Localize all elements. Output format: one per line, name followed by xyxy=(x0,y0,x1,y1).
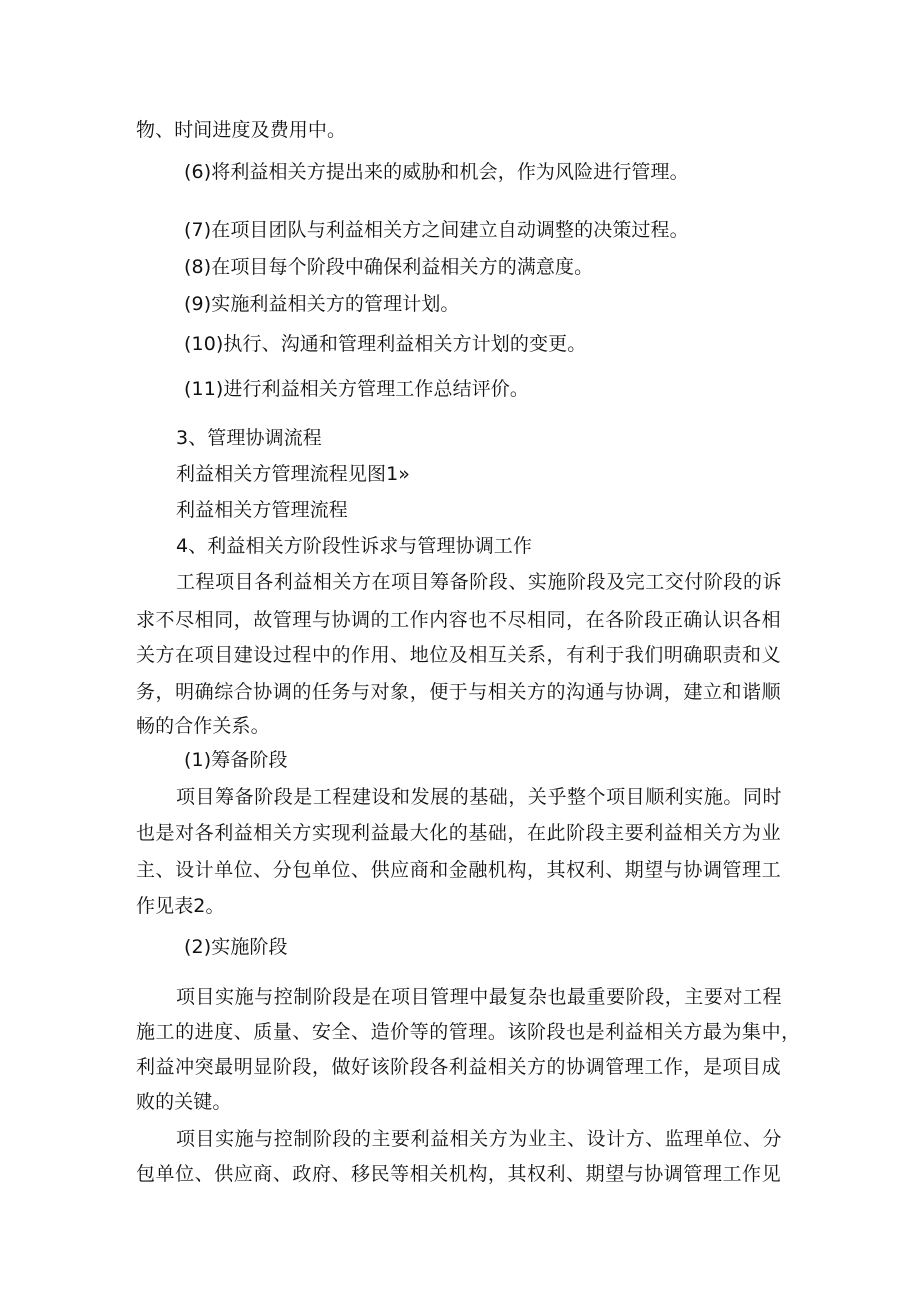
list-item: (9)实施利益相关方的管理计划。 xyxy=(184,293,460,315)
paragraph-line: 求不尽相同，故管理与协调的工作内容也不尽相同，在各阶段正确认识各相 xyxy=(136,609,782,631)
text-line: 利益相关方管理流程见图1» xyxy=(176,463,411,485)
paragraph-line: 项目实施与控制阶段是在项目管理中最复杂也最重要阶段，主要对工程 xyxy=(176,986,783,1008)
figure-caption: 利益相关方管理流程 xyxy=(176,499,348,521)
paragraph-line: 作见表2。 xyxy=(136,895,225,917)
list-item: (7)在项目团队与利益相关方之间建立自动调整的决策过程。 xyxy=(184,219,689,241)
list-item: (10)执行、沟通和管理利益相关方计划的变更。 xyxy=(184,333,587,355)
section-heading: 4、利益相关方阶段性诉求与管理协调工作 xyxy=(176,535,532,557)
subsection-heading: (2)实施阶段 xyxy=(184,936,288,958)
paragraph-line: 败的关键。 xyxy=(136,1091,232,1113)
paragraph-line: 主、设计单位、分包单位、供应商和金融机构，其权利、期望与协调管理工 xyxy=(136,859,782,881)
list-item: (11)进行利益相关方管理工作总结评价。 xyxy=(184,378,530,400)
paragraph-line: 也是对各利益相关方实现利益最大化的基础，在此阶段主要利益相关方为业 xyxy=(136,822,782,844)
paragraph-line: 包单位、供应商、政府、移民等相关机构，其权利、期望与协调管理工作见 xyxy=(136,1163,782,1185)
paragraph-line: 利益冲突最明显阶段，做好该阶段各利益相关方的协调管理工作，是项目成 xyxy=(136,1056,782,1078)
paragraph-line: 项目筹备阶段是工程建设和发展的基础，关乎整个项目顺利实施。同时 xyxy=(176,786,783,808)
text-line: 物、时间进度及费用中。 xyxy=(136,119,347,141)
subsection-heading: (1)筹备阶段 xyxy=(184,749,288,771)
section-heading: 3、管理协调流程 xyxy=(176,427,322,449)
paragraph-line: 务，明确综合协调的任务与对象，便于与相关方的沟通与协调，建立和谐顺 xyxy=(136,681,782,703)
paragraph-line: 工程项目各利益相关方在项目筹备阶段、实施阶段及完工交付阶段的诉 xyxy=(176,571,783,593)
paragraph-line: 畅的合作关系。 xyxy=(136,715,270,737)
list-item: (8)在项目每个阶段中确保利益相关方的满意度。 xyxy=(184,256,594,278)
paragraph-line: 施工的进度、质量、安全、造价等的管理。该阶段也是利益相关方最为集中， xyxy=(136,1021,801,1043)
paragraph-line: 关方在项目建设过程中的作用、地位及相互关系，有利于我们明确职责和义 xyxy=(136,644,782,666)
list-item: (6)将利益相关方提出来的威胁和机会，作为风险进行管理。 xyxy=(184,161,689,183)
paragraph-line: 项目实施与控制阶段的主要利益相关方为业主、设计方、监理单位、分 xyxy=(176,1128,783,1150)
